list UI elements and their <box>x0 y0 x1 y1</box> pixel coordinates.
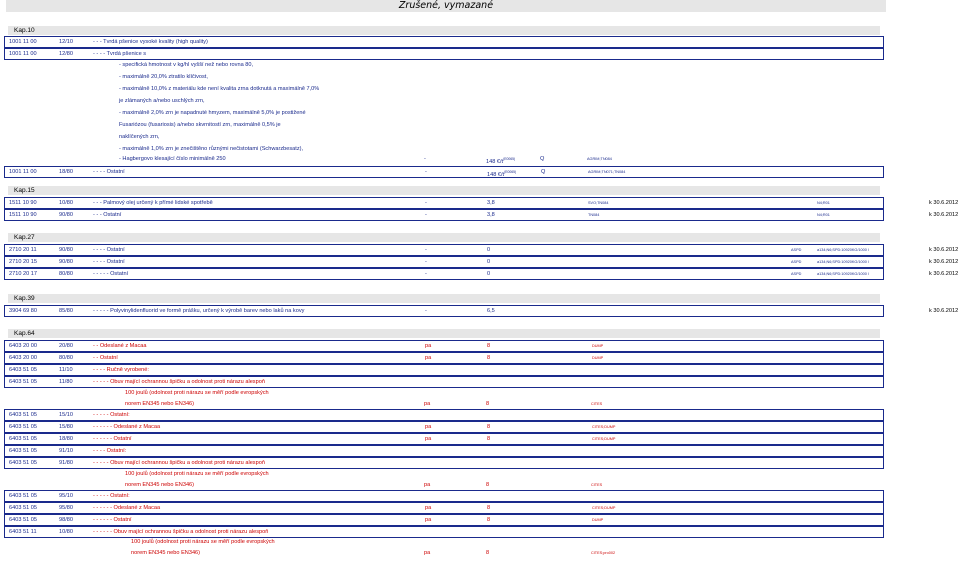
indicator: - <box>425 308 427 314</box>
cn-code: 1001 11 00 <box>9 169 37 175</box>
legal-ref: AGRIM;TN071;TN084 <box>588 170 626 174</box>
section-header: Kap.15 <box>8 186 880 195</box>
legal-ref: DUMP <box>592 518 604 522</box>
table-row[interactable] <box>4 490 884 502</box>
table-row[interactable] <box>4 445 884 457</box>
cn-code: 6403 51 05 <box>9 412 37 418</box>
cn-code: 6403 51 05 <box>9 436 37 442</box>
duty-rate: 8 <box>487 436 491 442</box>
cn-code: 6403 51 05 <box>9 367 37 373</box>
taric-subcode: 18/80 <box>59 436 73 442</box>
table-row[interactable] <box>4 514 884 526</box>
legal-ref: ASPD <box>791 260 802 264</box>
description: - - - - - - Ostatní <box>93 517 132 523</box>
description: - - Ostatní <box>93 355 118 361</box>
description-line: norem EN345 nebo EN346) <box>131 550 201 556</box>
section-header: Kap.64 <box>8 329 880 338</box>
description-line: - maximálně 10,0% z materiálu kde není kvalita zrna dotknutá a maximálně 7,0% <box>119 86 320 92</box>
legal-ref: CITES;DUMP <box>592 437 616 441</box>
duty-rate: 6,5 <box>487 308 495 314</box>
indicator: pa <box>425 505 432 511</box>
description: - - - - - Obuv mající ochrannou špičku a odolnost proti nárazu alespoň <box>93 460 265 466</box>
quota-flag: Q <box>541 169 546 175</box>
duty-rate: 8 <box>487 343 491 349</box>
taric-subcode: 91/80 <box>59 460 73 466</box>
duty-rate: 148 $€/t^{(E0065)}$ <box>486 157 516 165</box>
description: - - - - Ostatní <box>93 259 125 265</box>
taric-subcode: 85/80 <box>59 308 73 314</box>
description: - - - - - Polyvinylidenfluorid ve formě prášku, určený k výrobě barev nebo laků na kovy <box>93 308 305 314</box>
table-row[interactable] <box>4 244 884 256</box>
duty-rate: 8 <box>486 482 490 488</box>
indicator: pa <box>424 482 431 488</box>
legal-ref: CITES;pro002 <box>591 551 616 555</box>
legal-ref: SVO;TN084 <box>588 201 609 205</box>
table-row[interactable] <box>4 409 884 421</box>
description: - - - - Ostatní <box>93 169 125 175</box>
cn-code: 1001 11 00 <box>9 51 37 57</box>
description: - - - Ostatní <box>93 212 122 218</box>
description-line: - maximálně 20,0% ztratilo klíčivost, <box>119 74 208 80</box>
taric-subcode: 11/10 <box>59 367 73 373</box>
description: - - - - - Obuv mající ochrannou špičku a odolnost proti nárazu alespoň <box>93 379 265 385</box>
cn-code: 1511 10 90 <box>9 200 37 206</box>
cn-code: 2710 20 17 <box>9 271 37 277</box>
description-line: je zlámaných a/nebo uschlých zrn, <box>119 98 205 104</box>
cn-code: 6403 20 00 <box>9 343 37 349</box>
duty-rate: 8 <box>487 505 491 511</box>
legal-ref: DUMP <box>592 356 604 360</box>
taric-subcode: 15/80 <box>59 424 73 430</box>
end-date: k 30.6.2012 <box>929 247 959 253</box>
duty-rate: 3,8 <box>487 212 495 218</box>
description: - - - - - Ostatní <box>93 271 129 277</box>
end-date: k 30.6.2012 <box>929 200 959 206</box>
cn-code: 6403 51 05 <box>9 505 37 511</box>
description: - - - - - - Obuv mající ochrannou špičku a odolnost proti nárazu alespoň <box>93 529 269 535</box>
indicator: pa <box>424 401 431 407</box>
table-row[interactable] <box>4 364 884 376</box>
indicator: - <box>425 212 427 218</box>
taric-subcode: 12/80 <box>59 51 73 57</box>
page-banner: Zrušené, vymazané <box>6 0 886 12</box>
duty-rate: 8 <box>487 517 491 523</box>
description-line: - specifická hmotnost v kg/hl vyšší než nebo rovna 80, <box>119 62 254 68</box>
cn-code: 6403 51 05 <box>9 517 37 523</box>
taric-subcode: 18/80 <box>59 169 73 175</box>
taric-subcode: 80/80 <box>59 271 73 277</box>
description-continuation <box>4 548 884 560</box>
legal-ref: ASPD <box>791 248 802 252</box>
section-header: Kap.10 <box>8 26 880 35</box>
taric-subcode: 10/80 <box>59 200 73 206</box>
taric-subcode: 10/80 <box>59 529 73 535</box>
description: - - - - - Ostatní: <box>93 412 130 418</box>
taric-subcode: 12/10 <box>59 39 73 45</box>
table-row[interactable] <box>4 166 884 178</box>
description: - - - - Tvrdá pšenice s <box>93 51 147 57</box>
quota-flag: Q <box>540 156 545 162</box>
indicator: - <box>425 271 427 277</box>
table-row[interactable] <box>4 340 884 352</box>
cn-code: 2710 20 11 <box>9 247 37 253</box>
taric-subcode: 20/80 <box>59 343 73 349</box>
indicator: pa <box>425 436 432 442</box>
indicator: - <box>425 259 427 265</box>
indicator: - <box>424 156 426 162</box>
table-row[interactable] <box>4 352 884 364</box>
description: - - - - - - Odeslané z Macaa <box>93 424 161 430</box>
end-date: k 30.6.2012 <box>929 212 959 218</box>
duty-rate: 0 <box>487 259 491 265</box>
cn-code: 6403 51 05 <box>9 493 37 499</box>
taric-subcode: 95/10 <box>59 493 73 499</box>
table-row[interactable] <box>4 502 884 514</box>
legal-ref: TN084 <box>588 213 600 217</box>
taric-subcode: 90/80 <box>59 212 73 218</box>
description-line: 100 joulů (odolnost proti nárazu se měří podle evropských <box>125 390 269 396</box>
description: - - - Palmový olej určený k přímé lidské spotřebě <box>93 200 213 206</box>
table-row[interactable] <box>4 268 884 280</box>
cn-code: 3904 69 80 <box>9 308 37 314</box>
cn-code: 6403 51 05 <box>9 448 37 454</box>
table-row[interactable] <box>4 421 884 433</box>
description-line: Fusariózou (fusariosis) a/nebo skvrnitostí zrn, maximálně 0,5% je <box>119 122 281 128</box>
note-ref: a134;N6;SPD:10920KG/1000 l <box>817 248 869 252</box>
description-line: 100 joulů (odolnost proti nárazu se měří podle evropských <box>125 471 269 477</box>
table-row[interactable] <box>4 256 884 268</box>
taric-subcode: 15/10 <box>59 412 73 418</box>
section-header: Kap.27 <box>8 233 880 242</box>
cn-code: 6403 51 05 <box>9 424 37 430</box>
duty-rate: 8 <box>486 401 490 407</box>
description: - - - - Ostatní <box>93 247 125 253</box>
cn-code: 1001 11 00 <box>9 39 37 45</box>
legal-ref: DUMP <box>592 344 604 348</box>
duty-rate: 148 $€/t^{(E0065)}$ <box>487 170 517 178</box>
indicator: - <box>425 200 427 206</box>
cn-code: 6403 20 00 <box>9 355 37 361</box>
indicator: pa <box>425 424 432 430</box>
description: - - - - - - Odeslané z Macaa <box>93 505 161 511</box>
cn-code: 6403 51 11 <box>9 529 37 535</box>
description: - - - - - Ostatní: <box>93 493 130 499</box>
description: - - - - Ostatní: <box>93 448 127 454</box>
duty-rate: 0 <box>487 247 491 253</box>
table-row[interactable] <box>4 305 884 317</box>
table-row[interactable] <box>4 209 884 221</box>
end-date: k 30.6.2012 <box>929 271 959 277</box>
indicator: pa <box>425 343 432 349</box>
legal-ref: CITES <box>591 483 603 487</box>
description: - - - - - - Ostatní <box>93 436 132 442</box>
description-line: - maximálně 1,0% zrn je znečištěno různými nečistotami (Schwarzbesatz), <box>119 146 304 152</box>
taric-subcode: 91/10 <box>59 448 73 454</box>
table-row[interactable] <box>4 197 884 209</box>
description: - - Odeslané z Macaa <box>93 343 147 349</box>
note-ref: a134;N6;SPD:10920KG/1000 l <box>817 260 869 264</box>
description-line: - maximálně 2,0% zrn je napadnuté hmyzem, maximálně 5,0% je postižené <box>119 110 306 116</box>
duty-rate: 0 <box>487 271 491 277</box>
duty-rate: 3,8 <box>487 200 495 206</box>
indicator: pa <box>425 517 432 523</box>
indicator: - <box>425 247 427 253</box>
note-ref: N4;R01 <box>817 213 830 217</box>
indicator: - <box>425 169 427 175</box>
table-row[interactable] <box>4 433 884 445</box>
cn-code: 1511 10 90 <box>9 212 37 218</box>
legal-ref: CITES;DUMP <box>592 506 616 510</box>
legal-ref: ASPD <box>791 272 802 276</box>
indicator: pa <box>425 355 432 361</box>
note-ref: a134;N6;SPD:10920KG/1000 l <box>817 272 869 276</box>
description-line: norem EN345 nebo EN346) <box>125 401 195 407</box>
description-line: 100 joulů (odolnost proti nárazu se měří podle evropských <box>131 539 275 545</box>
taric-subcode: 80/80 <box>59 355 73 361</box>
section-header: Kap.39 <box>8 294 880 303</box>
description-line: norem EN345 nebo EN346) <box>125 482 195 488</box>
duty-rate: 8 <box>486 550 490 556</box>
note-ref: N4;R01 <box>817 201 830 205</box>
legal-ref: CITES <box>591 402 603 406</box>
cn-code: 6403 51 05 <box>9 379 37 385</box>
duty-rate: 8 <box>487 355 491 361</box>
taric-subcode: 90/80 <box>59 259 73 265</box>
description: - - - - Ručně vyrobené: <box>93 367 149 373</box>
end-date: k 30.6.2012 <box>929 259 959 265</box>
description-line: naklíčených zrn, <box>119 134 160 140</box>
end-date: k 30.6.2012 <box>929 308 959 314</box>
taric-subcode: 90/80 <box>59 247 73 253</box>
legal-ref: AGRIM;TN084 <box>587 157 612 161</box>
cn-code: 2710 20 15 <box>9 259 37 265</box>
taric-subcode: 95/80 <box>59 505 73 511</box>
duty-rate: 8 <box>487 424 491 430</box>
taric-subcode: 98/80 <box>59 517 73 523</box>
description: - - - Tvrdá pšenice vysoké kvality (high quality) <box>93 39 208 45</box>
description-line: - Hagbergovo klesající číslo minimálně 250 <box>119 156 226 162</box>
taric-subcode: 11/80 <box>59 379 73 385</box>
table-row[interactable] <box>4 36 884 48</box>
cn-code: 6403 51 05 <box>9 460 37 466</box>
description-continuation <box>4 154 884 166</box>
legal-ref: CITES;DUMP <box>592 425 616 429</box>
indicator: pa <box>424 550 431 556</box>
